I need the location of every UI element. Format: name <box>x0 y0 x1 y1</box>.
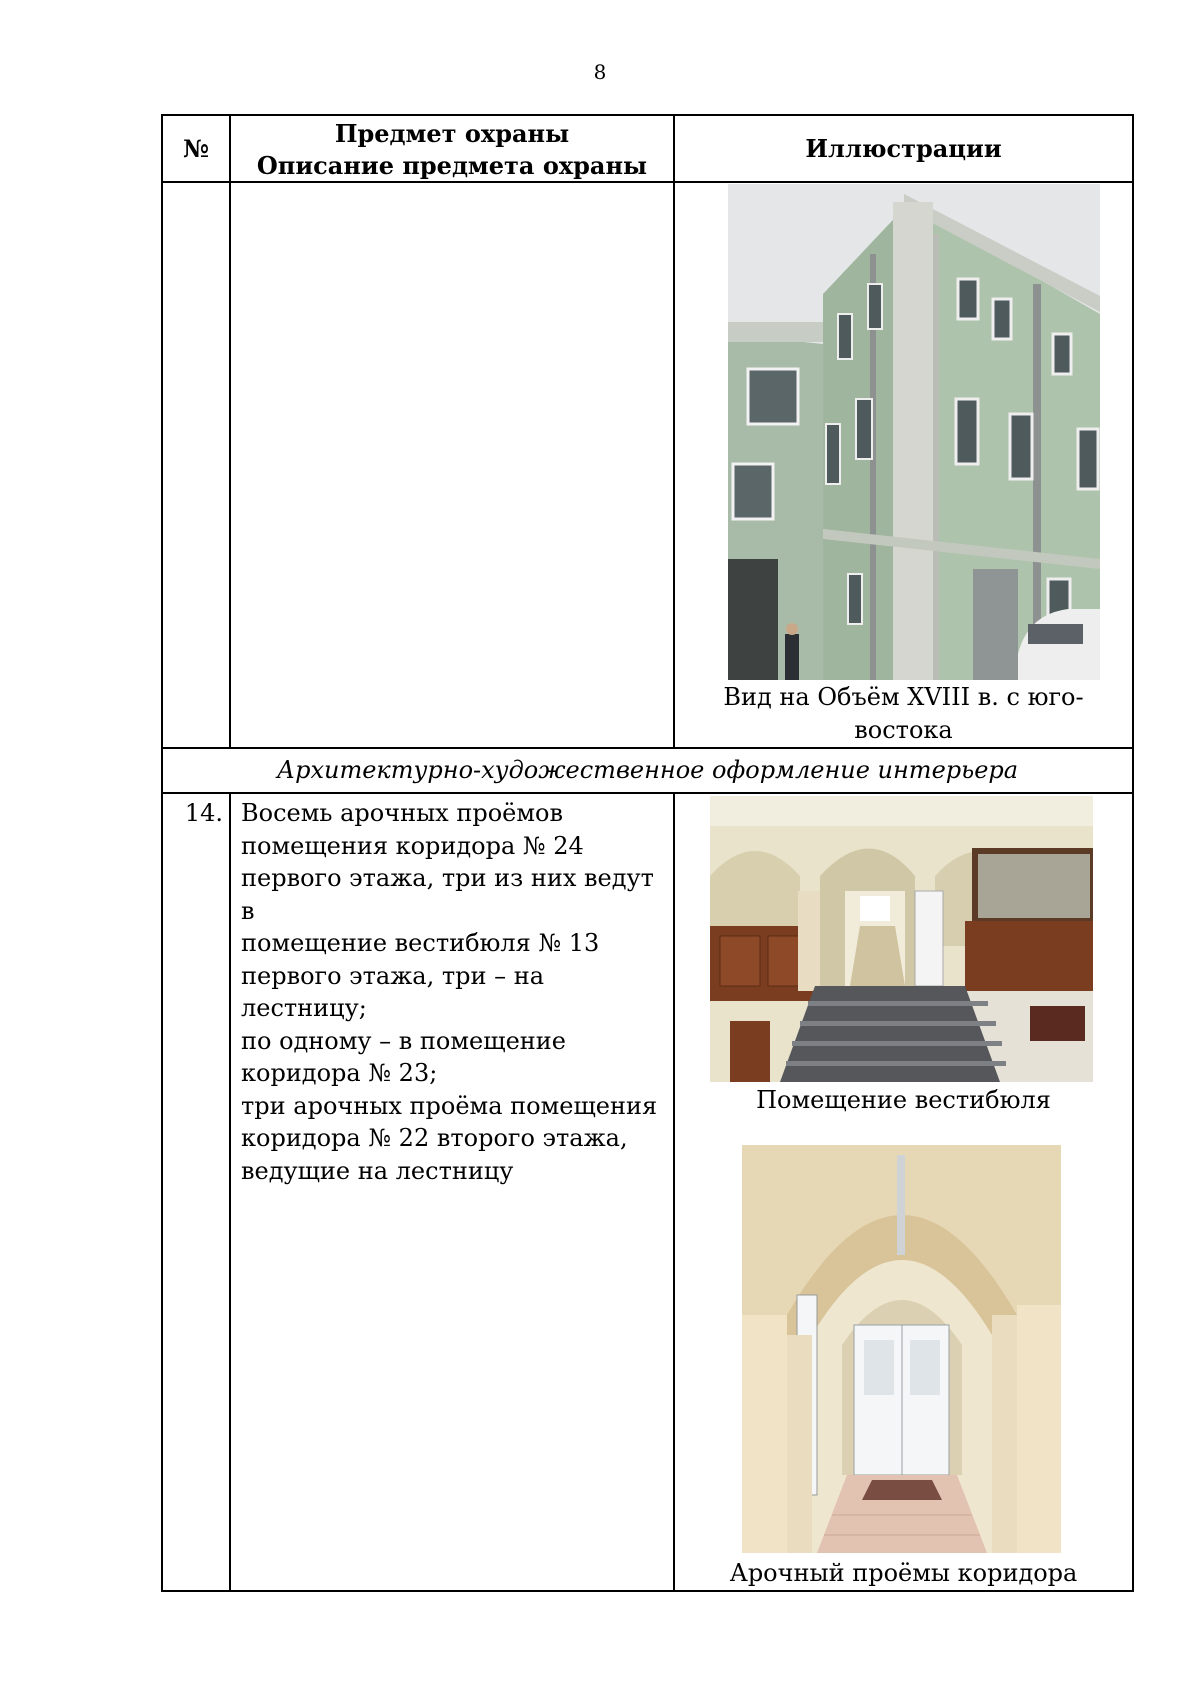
description-line: первого этажа, три – на лестницу; <box>241 961 545 1022</box>
description-line: три арочных проёма помещения <box>241 1091 658 1120</box>
page-number: 8 <box>593 60 607 84</box>
description-line: помещение вестибюля № 13 <box>241 929 600 957</box>
section-bottom-line <box>163 792 1132 794</box>
vestibule-photo <box>710 796 1093 1082</box>
column-divider-1 <box>229 116 231 1590</box>
description-line: коридора № 23; <box>241 1059 438 1087</box>
column-divider-2b <box>673 792 675 1590</box>
header-number: № <box>182 134 210 163</box>
description-line: Восемь арочных проёмов <box>241 799 563 827</box>
corridor-caption: Арочный проёмы коридора <box>729 1559 1078 1587</box>
header-subject <box>231 118 673 182</box>
column-divider-2 <box>673 116 675 747</box>
section-title: Архитектурно-художественное оформление интерьера <box>276 756 1019 784</box>
vestibule-caption: Помещение вестибюля <box>756 1086 1051 1114</box>
header-subject-line2: Описание предмета охраны <box>256 151 648 180</box>
description-line: ведущие на лестницу <box>241 1156 514 1185</box>
exterior-caption-line1: Вид на Объём XVIII в. с юго- <box>723 683 1084 711</box>
corridor-photo <box>742 1145 1061 1553</box>
protection-table <box>161 114 1134 1592</box>
description-line: по одному – в помещение <box>241 1026 566 1055</box>
exterior-caption <box>675 681 1132 747</box>
section-top-line <box>163 747 1132 749</box>
building-exterior-photo <box>728 184 1100 680</box>
description-line: первого этажа, три из них ведут в <box>241 864 654 925</box>
header-illustrations: Иллюстрации <box>805 134 1002 163</box>
description-line: коридора № 22 второго этажа, <box>241 1124 628 1152</box>
row-14-description <box>241 797 671 1187</box>
exterior-caption-line2: востока <box>854 716 953 744</box>
description-line: помещения коридора № 24 <box>241 831 584 860</box>
header-subject-line1: Предмет охраны <box>334 119 570 148</box>
row-14-number: 14. <box>184 799 223 827</box>
